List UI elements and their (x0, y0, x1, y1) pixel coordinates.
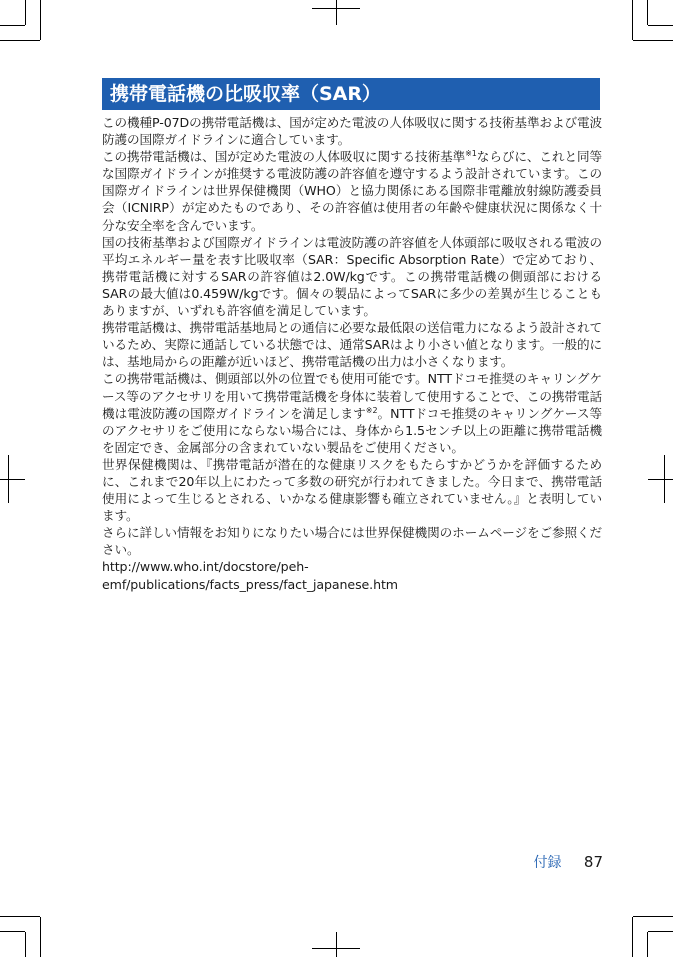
paragraph: 世界保健機関は、『携帯電話が潜在的な健康リスクをもたらすかどうかを評価するために、これまで20年以上にわたって多数の研究が行われてきました。今日まで、携帯電話使用によって生じるとされる、いかなる健康影響も確立されていません。』と表明しています。 (102, 456, 602, 524)
paragraph-text: この携帯電話機は、側頭部以外の位置でも使用可能です。NTTドコモ推奨のキャリングケース等のアクセサリを用いて携帯電話機を身体に装着して使用することで、この携帯電話機は電波防護の国際ガイドラインを満足します (102, 371, 602, 421)
page-number: 87 (583, 853, 603, 871)
crop-mark (632, 917, 633, 957)
who-url-link[interactable]: http://www.who.int/docstore/peh-emf/publications/facts_press/fact_japanese.htm (102, 559, 398, 592)
crop-mark (336, 0, 337, 25)
crop-mark (0, 931, 25, 932)
crop-mark (0, 25, 25, 26)
crop-mark (312, 948, 360, 949)
crop-mark (40, 0, 41, 40)
crop-mark (312, 8, 360, 9)
crop-mark (647, 0, 648, 25)
paragraph-text: ならびに、これと同等な国際ガイドラインが推奨する電波防護の許容値を遵守するよう設計されています。この国際ガイドラインは世界保健機関（WHO）と協力関係にある国際非電離放射線防護委員会（ICNIRP）が定めたものであり、その許容値は使用者の年齢や健康状況に関係なく十分な安全率を含んでいます。 (102, 149, 602, 233)
paragraph: さらに詳しい情報をお知りになりたい場合には世界保健機関のホームページをご参照ください。 (102, 525, 602, 558)
crop-mark (632, 0, 633, 40)
crop-mark (633, 40, 673, 41)
page-title: 携帯電話機の比吸収率（SAR） (102, 78, 600, 110)
page-footer (533, 852, 603, 872)
paragraph (102, 148, 602, 233)
crop-mark (648, 931, 673, 932)
crop-mark (0, 40, 40, 41)
crop-mark (0, 479, 25, 480)
paragraph-text: 。NTTドコモ推奨のキャリングケース等のアクセサリをご使用にならない場合には、身体から1.5センチ以上の距離に携帯電話機を固定でき、金属部分の含まれていない製品をご使用ください。 (102, 405, 602, 455)
paragraph: 携帯電話機は、携帯電話基地局との通信に必要な最低限の送信電力になるよう設計されているため、実際に通話している状態では、通常SARはより小さい値となります。一般的には、基地局からの距離が近いほど、携帯電話機の出力は小さくなります。 (102, 320, 602, 370)
section-label: 付録 (533, 855, 562, 871)
crop-mark (633, 916, 673, 917)
crop-mark (336, 932, 337, 957)
crop-mark (40, 917, 41, 957)
crop-mark (25, 0, 26, 25)
crop-mark (25, 932, 26, 957)
body-text (102, 114, 602, 593)
paragraph (102, 370, 602, 455)
footnote-ref: ※2 (365, 405, 378, 415)
footnote-ref: ※1 (465, 149, 477, 158)
paragraph: 国の技術基準および国際ガイドラインは電波防護の許容値を人体頭部に吸収される電波の平均エネルギー量を表す比吸収率（SAR：Specific Absorption Rate）で定めており、携帯電話機に対するSARの許容値は2.0W/kgです。この携帯電話機の側頭部におけるSARの最大値は0.459W/kgです。個々の製品によってSARに多少の差異が生じることもありますが、いずれも許容値を満足しています。 (102, 234, 602, 319)
crop-mark (648, 479, 673, 480)
crop-mark (648, 25, 673, 26)
paragraph: この機種P-07Dの携帯電話機は、国が定めた電波の人体吸収に関する技術基準および電波防護の国際ガイドラインに適合しています。 (102, 115, 602, 148)
paragraph-text: この携帯電話機は、国が定めた電波の人体吸収に関する技術基準 (102, 149, 466, 165)
crop-mark (0, 916, 40, 917)
crop-mark (647, 932, 648, 957)
